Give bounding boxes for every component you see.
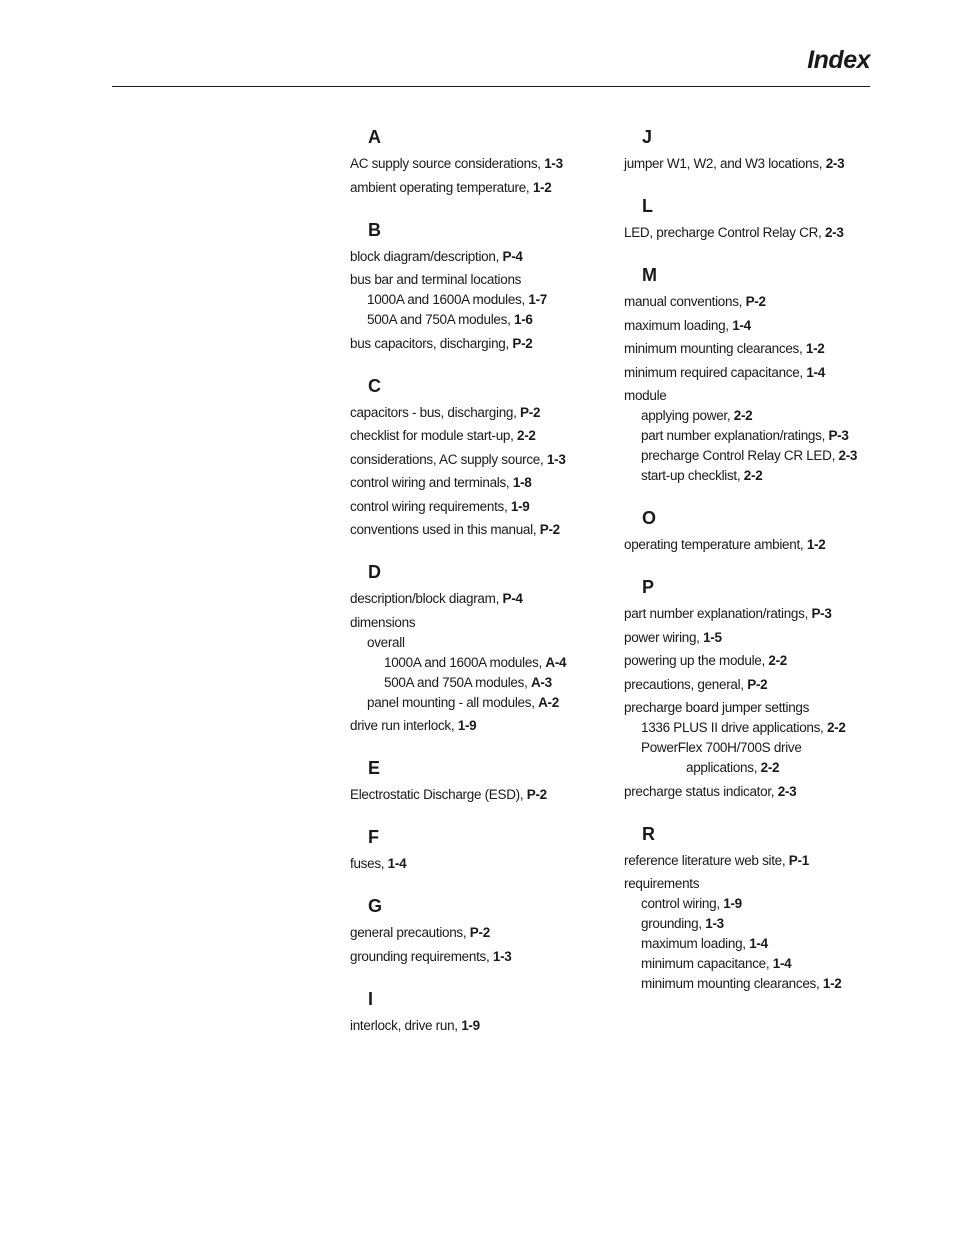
index-column-right: [624, 126, 874, 1015]
page-ref: P-3: [811, 606, 832, 621]
index-section-d: [350, 561, 610, 736]
page-ref: P-4: [502, 591, 523, 606]
index-subentry: 500A and 750A modules, 1-6: [367, 312, 533, 327]
index-subentry: panel mounting - all modules, A-2: [367, 694, 559, 710]
page-ref: 1-4: [387, 856, 407, 871]
index-entry: LED, precharge Control Relay CR, 2-3: [624, 225, 844, 240]
index-entry: precharge board jumper settings 1336 PLUS II drive applications, 2-2 PowerFlex 700H/700S drive applications, 2-2: [624, 698, 874, 778]
page-ref: P-4: [502, 248, 523, 264]
index-subentry: maximum loading, 1-4: [641, 936, 768, 951]
page-ref: 1-3: [544, 156, 563, 171]
page-ref: 2-2: [733, 408, 753, 423]
index-section-o: [624, 507, 874, 555]
page-ref: P-2: [512, 335, 533, 351]
index-subentry: part number explanation/ratings, P-3: [641, 428, 849, 443]
index-entry: grounding requirements, 1-3: [350, 948, 512, 964]
page-ref: 1-3: [546, 451, 566, 467]
index-entry: AC supply source considerations, 1-3: [350, 156, 563, 171]
section-letter: B: [368, 219, 381, 240]
index-entry: reference literature web site, P-1: [624, 852, 809, 868]
section-letter: F: [368, 827, 379, 847]
index-section-c: [350, 375, 610, 541]
page-ref: P-2: [539, 522, 560, 537]
page-ref: 1-6: [513, 312, 533, 327]
page-ref: 2-2: [768, 653, 788, 668]
page-ref: P-1: [788, 852, 809, 868]
section-letter: D: [368, 562, 381, 582]
index-subentry: 1000A and 1600A modules, A-4: [384, 654, 567, 670]
page-ref: 1-2: [806, 537, 826, 552]
index-subentry: PowerFlex 700H/700S drive: [641, 740, 802, 755]
index-entry: control wiring and terminals, 1-8: [350, 475, 532, 490]
index-subentry: 500A and 750A modules, A-3: [384, 674, 552, 690]
index-entry: considerations, AC supply source, 1-3: [350, 451, 566, 467]
page-ref: 2-3: [777, 783, 797, 799]
page-ref: P-2: [520, 404, 541, 420]
page-ref: 1-2: [822, 976, 842, 991]
header-rule: [112, 86, 870, 87]
page-ref: 2-2: [517, 428, 536, 443]
section-letter: I: [368, 988, 374, 1009]
section-letter: O: [642, 508, 657, 528]
page-ref: 1-3: [705, 916, 724, 931]
index-entry: precharge status indicator, 2-3: [624, 783, 797, 799]
index-entry: bus capacitors, discharging, P-2: [350, 335, 533, 351]
index-subentry: 1000A and 1600A modules, 1-7: [367, 292, 548, 307]
index-entry: manual conventions, P-2: [624, 294, 766, 309]
index-section-g: [350, 895, 610, 967]
index-section-a: [350, 126, 610, 198]
index-entry: requirements control wiring, 1-9 grounding, 1-3 maximum loading, 1-4 minimum capacitance, 1-4 minimum mounting clearances, 1-2: [624, 874, 874, 994]
index-subentry: precharge Control Relay CR LED, 2-3: [641, 448, 858, 463]
section-letter: C: [368, 375, 381, 396]
page-ref: 1-2: [805, 341, 825, 356]
index-section-j: [624, 126, 874, 174]
index-subentry: minimum mounting clearances, 1-2: [641, 976, 842, 991]
index-section-m: [624, 264, 874, 486]
page-ref: A-2: [538, 694, 559, 710]
page-ref: A-4: [545, 654, 567, 670]
page-ref: 1-8: [512, 475, 532, 490]
index-entry: bus bar and terminal locations 1000A and 1600A modules, 1-7 500A and 750A modules, 1-6: [350, 270, 610, 330]
page-title: Index: [807, 46, 870, 74]
page-ref: 1-2: [532, 179, 552, 195]
page-ref: A-3: [530, 674, 552, 690]
index-subentry: 1336 PLUS II drive applications, 2-2: [641, 720, 846, 735]
index-section-p: [624, 576, 874, 802]
page-ref: 1-5: [703, 629, 722, 645]
page-ref: 1-9: [723, 896, 742, 911]
index-subentry: overall: [367, 634, 405, 650]
index-entry: operating temperature ambient, 1-2: [624, 537, 826, 552]
index-entry: module applying power, 2-2 part number explanation/ratings, P-3 precharge Control Relay CR LED, 2-3 start-up checklist, 2-2: [624, 386, 874, 486]
page-ref: 1-9: [461, 1017, 480, 1033]
page-ref: 1-4: [806, 364, 825, 380]
section-letter: J: [642, 127, 653, 147]
page-ref: 2-3: [825, 156, 845, 171]
page-ref: 2-2: [760, 760, 780, 775]
section-letter: L: [642, 196, 653, 216]
index-entry: description/block diagram, P-4: [350, 591, 523, 606]
page-ref: 1-4: [749, 936, 768, 951]
page-ref: P-3: [828, 428, 849, 443]
index-entry: conventions used in this manual, P-2: [350, 522, 560, 537]
index-entry: block diagram/description, P-4: [350, 248, 523, 264]
index-entry: interlock, drive run, 1-9: [350, 1017, 480, 1033]
page-ref: P-2: [526, 787, 547, 802]
index-subentry: start-up checklist, 2-2: [641, 468, 763, 483]
page-ref: 2-3: [838, 448, 858, 463]
index-entry: capacitors - bus, discharging, P-2: [350, 404, 541, 420]
index-entry: power wiring, 1-5: [624, 629, 722, 645]
page-ref: P-2: [747, 676, 768, 692]
section-letter: P: [642, 577, 655, 597]
page-ref: P-2: [745, 294, 766, 309]
section-letter: A: [368, 127, 381, 147]
index-entry: ambient operating temperature, 1-2: [350, 179, 552, 195]
index-section-e: [350, 757, 610, 805]
page-ref: P-2: [469, 925, 490, 940]
index-section-b: [350, 219, 610, 354]
index-entry: part number explanation/ratings, P-3: [624, 606, 832, 621]
index-section-r: [624, 823, 874, 995]
page-ref: 1-3: [492, 948, 512, 964]
index-subentry: grounding, 1-3: [641, 916, 724, 931]
index-entry: checklist for module start-up, 2-2: [350, 428, 536, 443]
index-entry: control wiring requirements, 1-9: [350, 498, 530, 514]
page-ref: 1-9: [457, 718, 477, 733]
section-letter: M: [642, 265, 657, 285]
index-column-left: [350, 126, 610, 1057]
index-subentry: applying power, 2-2: [641, 408, 753, 423]
page-ref: 2-2: [743, 468, 763, 483]
index-entry: Electrostatic Discharge (ESD), P-2: [350, 787, 547, 802]
index-entry: maximum loading, 1-4: [624, 317, 751, 333]
index-entry: drive run interlock, 1-9: [350, 718, 477, 733]
page-ref: 1-7: [528, 292, 548, 307]
page-ref: 1-4: [772, 956, 792, 971]
page-ref: 2-3: [824, 225, 844, 240]
index-section-l: [624, 195, 874, 243]
page-ref: 1-4: [732, 317, 751, 333]
index-entry: general precautions, P-2: [350, 925, 490, 940]
index-section-i: [350, 988, 610, 1036]
index-entry: dimensions overall 1000A and 1600A modules, A-4 500A and 750A modules, A-3 panel mounting - all modules, A-2: [350, 613, 610, 713]
page-ref: 2-2: [826, 720, 846, 735]
index-entry: minimum required capacitance, 1-4: [624, 364, 825, 380]
index-section-f: [350, 826, 610, 874]
index-entry: powering up the module, 2-2: [624, 653, 788, 668]
index-entry: precautions, general, P-2: [624, 676, 768, 692]
index-entry: fuses, 1-4: [350, 856, 407, 871]
index-subentry: control wiring, 1-9: [641, 896, 742, 911]
index-entry: jumper W1, W2, and W3 locations, 2-3: [624, 156, 845, 171]
index-entry: minimum mounting clearances, 1-2: [624, 341, 825, 356]
section-letter: G: [368, 896, 383, 916]
section-letter: E: [368, 758, 381, 778]
page-ref: 1-9: [510, 498, 530, 514]
index-subentry-continued: applications, 2-2: [686, 760, 780, 775]
index-subentry: minimum capacitance, 1-4: [641, 956, 792, 971]
section-letter: R: [642, 823, 655, 844]
